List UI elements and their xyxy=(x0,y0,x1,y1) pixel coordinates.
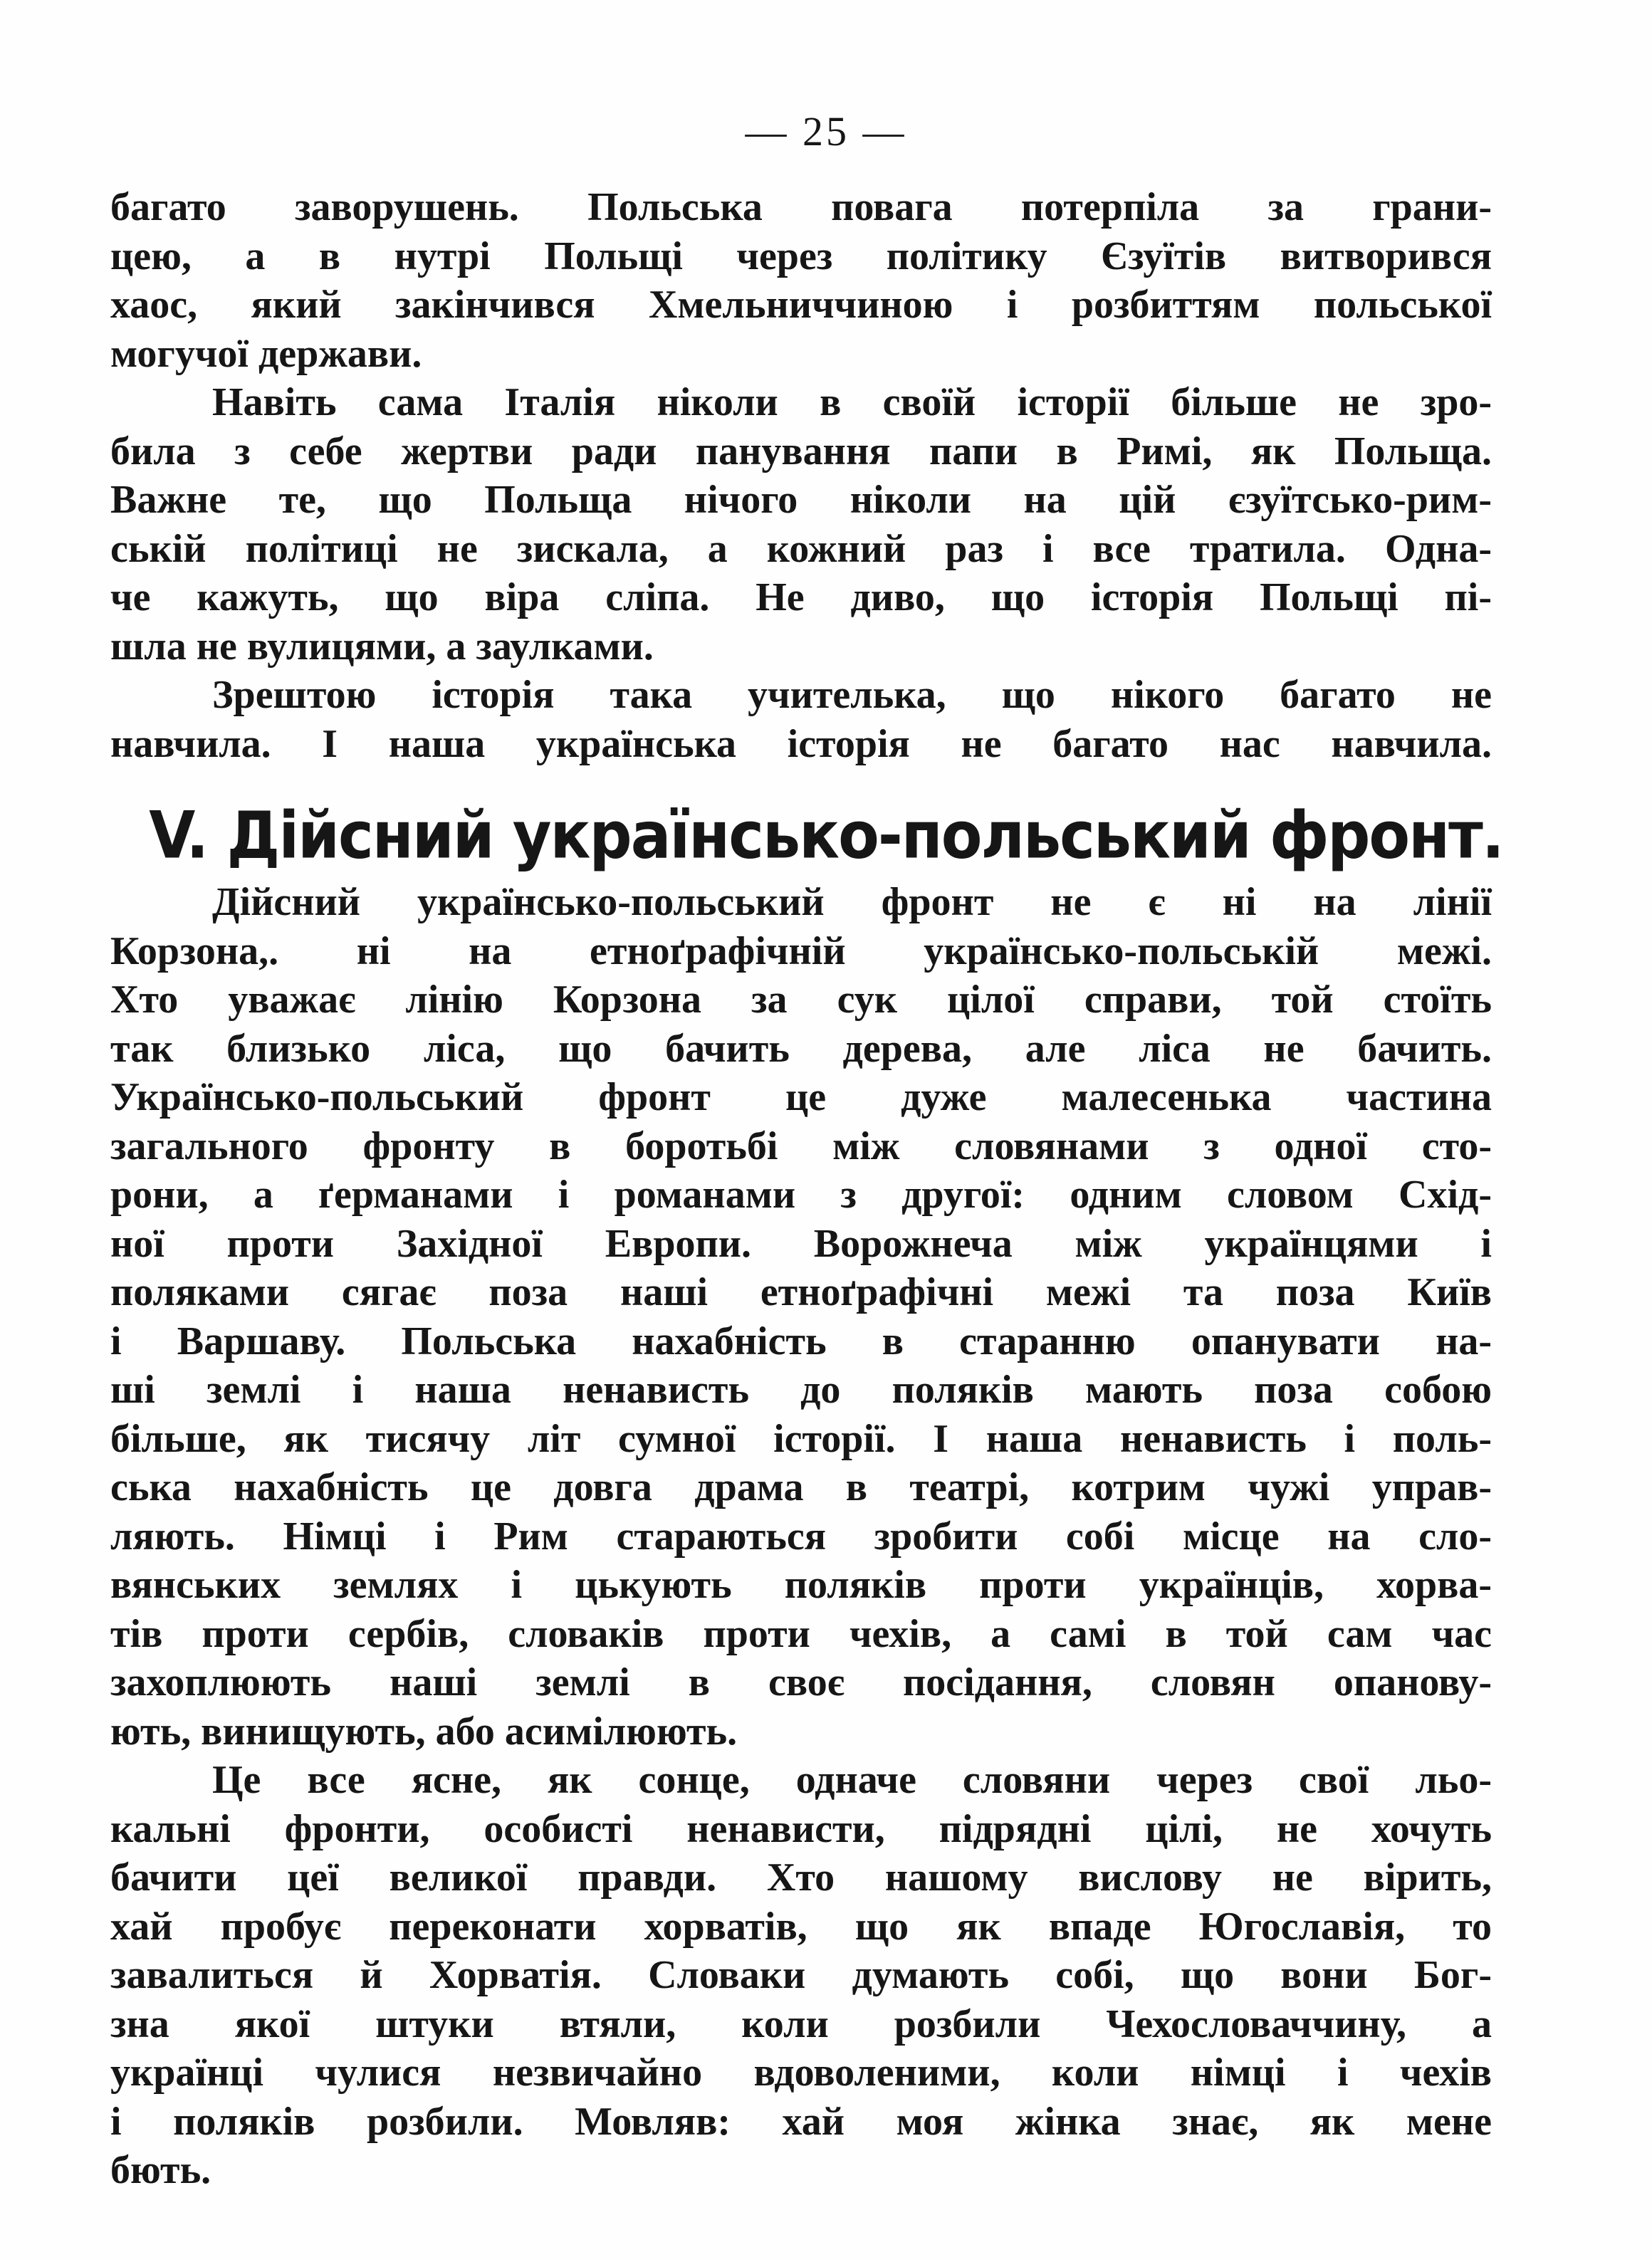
text-line: вянських землях і цькують поляків проти українців, хорва- xyxy=(110,1563,1492,1607)
text-line: загального фронту в боротьбі між словянами з одної сто- xyxy=(110,1124,1492,1168)
text-line: рони, а ґерманами і романами з другої: одним словом Схід- xyxy=(110,1173,1492,1217)
text-line: ська нахабність це довга драма в театрі, котрим чужі управ- xyxy=(110,1465,1492,1509)
text-line: хаос, який закінчився Хмельниччиною і розбиттям польської xyxy=(110,283,1492,327)
text-line: ській політиці не зискала, а кожний раз і все тратила. Одна- xyxy=(110,526,1492,571)
page-number: — 25 — xyxy=(745,108,907,155)
text-line: Важне те, що Польща нічого ніколи на цій єзуїтсько-рим- xyxy=(110,478,1492,522)
text-line: Хто уважає лінію Корзона за сук цілої справи, той стоїть xyxy=(110,978,1492,1022)
text-line: багато заворушень. Польська повага потерпіла за грани- xyxy=(110,185,1492,229)
text-line: так близько ліса, що бачить дерева, але ліса не бачить. xyxy=(110,1026,1492,1071)
text-line: Це все ясне, як сонце, одначе словяни через свої льо- xyxy=(212,1758,1492,1802)
text-line: ші землі і наша ненависть до поляків мають поза собою xyxy=(110,1368,1492,1412)
text-line: ють, винищують, або асимілюють. xyxy=(110,1709,738,1754)
text-line: бачити цеї великої правди. Хто нашому вислову не вірить, xyxy=(110,1855,1492,1900)
section-heading: V. Дійсний українсько-польський фронт. xyxy=(149,797,1503,873)
text-line: захоплюють наші землі в своє посідання, словян опанову- xyxy=(110,1660,1492,1705)
text-line: українці чулися незвичайно вдоволеними, коли німці і чехів xyxy=(110,2051,1492,2095)
text-line: поляками сягає поза наші етноґрафічні межі та поза Київ xyxy=(110,1270,1492,1314)
text-line: навчила. І наша українська історія не багато нас навчила. xyxy=(110,721,1492,766)
intro-text xyxy=(110,183,1492,768)
text-line: Українсько-польський фронт це дуже малесенька частина xyxy=(110,1075,1492,1119)
text-line: шла не вулицями, а заулками. xyxy=(110,624,654,669)
text-line: ляють. Німці і Рим стараються зробити собі місце на сло- xyxy=(110,1514,1492,1559)
text-line: Навіть сама Італія ніколи в своїй історії більше не зро- xyxy=(212,380,1492,424)
text-line: тів проти сербів, словаків проти чехів, а самі в той сам час xyxy=(110,1611,1492,1656)
section-text xyxy=(110,878,1492,2195)
text-line: кальні фронти, особисті ненависти, підрядні цілі, не хочуть xyxy=(110,1806,1492,1851)
text-line: цею, а в нутрі Польщі через політику Єзуїтів витворився xyxy=(110,234,1492,278)
text-line: зна якої штуки втяли, коли розбили Чехословаччину, а xyxy=(110,2001,1492,2046)
text-line: і поляків розбили. Мовляв: хай моя жінка знає, як мене xyxy=(110,2099,1492,2144)
text-line: била з себе жертви ради панування папи в Римі, як Польща. xyxy=(110,429,1492,473)
text-line: ної проти Західної Европи. Ворожнеча між українцями і xyxy=(110,1221,1492,1266)
text-line: і Варшаву. Польська нахабність в старанню опанувати на- xyxy=(110,1319,1492,1363)
text-line: Корзона,. ні на етноґрафічній українсько-польській межі. xyxy=(110,928,1492,973)
text-line: Дійсний українсько-польський фронт не є ні на лінії xyxy=(212,880,1492,924)
text-line: завалиться й Хорватія. Словаки думають собі, що вони Бог- xyxy=(110,1953,1492,1997)
text-line: бють. xyxy=(110,2148,211,2192)
text-line: більше, як тисячу літ сумної історії. І наша ненависть і поль- xyxy=(110,1416,1492,1461)
text-line: че кажуть, що віра сліпа. Не диво, що історія Польщі пі- xyxy=(110,575,1492,619)
text-line: хай пробує переконати хорватів, що як впаде Югославія, то xyxy=(110,1904,1492,1949)
text-line: Зрештою історія така учителька, що нікого багато не xyxy=(212,673,1492,717)
text-line: могучої держави. xyxy=(110,331,422,376)
